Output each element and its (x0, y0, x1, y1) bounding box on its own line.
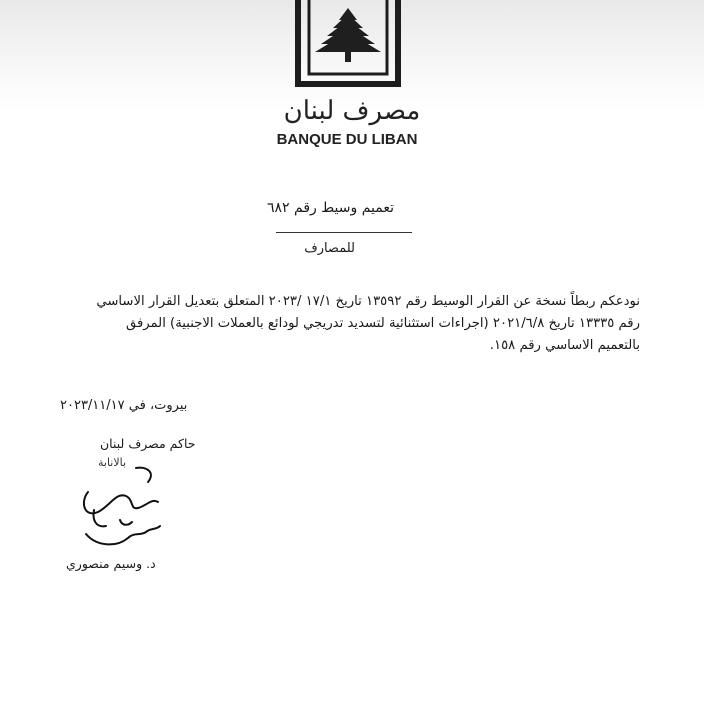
circular-title: تعميم وسيط رقم ٦٨٢ (267, 200, 394, 216)
recipient-line: للمصارف (304, 241, 355, 256)
logo-cedar-frame (295, 0, 401, 88)
letterhead-arabic-name: مصرف لبنان (283, 96, 421, 126)
signatory-proxy: بالانابة (98, 456, 127, 469)
body-line: نودعكم ربطاً نسخة عن القرار الوسيط رقم ١٣٥٩٢ تاريخ ١٧/١ /٢٠٢٣ المتعلق بتعديل القرار الاساسي (96, 294, 640, 309)
signatory-name: د. وسيم منصوري (66, 556, 156, 571)
signatory-title: حاكم مصرف لبنان (100, 436, 196, 451)
body-paragraph (64, 291, 640, 357)
date-line: بيروت، في ٢٠٢٣/١١/١٧ (60, 398, 188, 413)
cedar-icon (315, 8, 381, 62)
title-underline (276, 232, 412, 233)
body-line: بالتعميم الاساسي رقم ١٥٨. (489, 338, 640, 353)
letterhead-french-name: BANQUE DU LIBAN (276, 131, 418, 148)
body-line: رقم ١٣٣٣٥ تاريخ ٢٠٢١/٦/٨ (اجراءات استثنائية لتسديد تدريجي لودائع بالعملات الاجنبية) المرفق (125, 316, 640, 331)
handwritten-signature (76, 462, 168, 554)
